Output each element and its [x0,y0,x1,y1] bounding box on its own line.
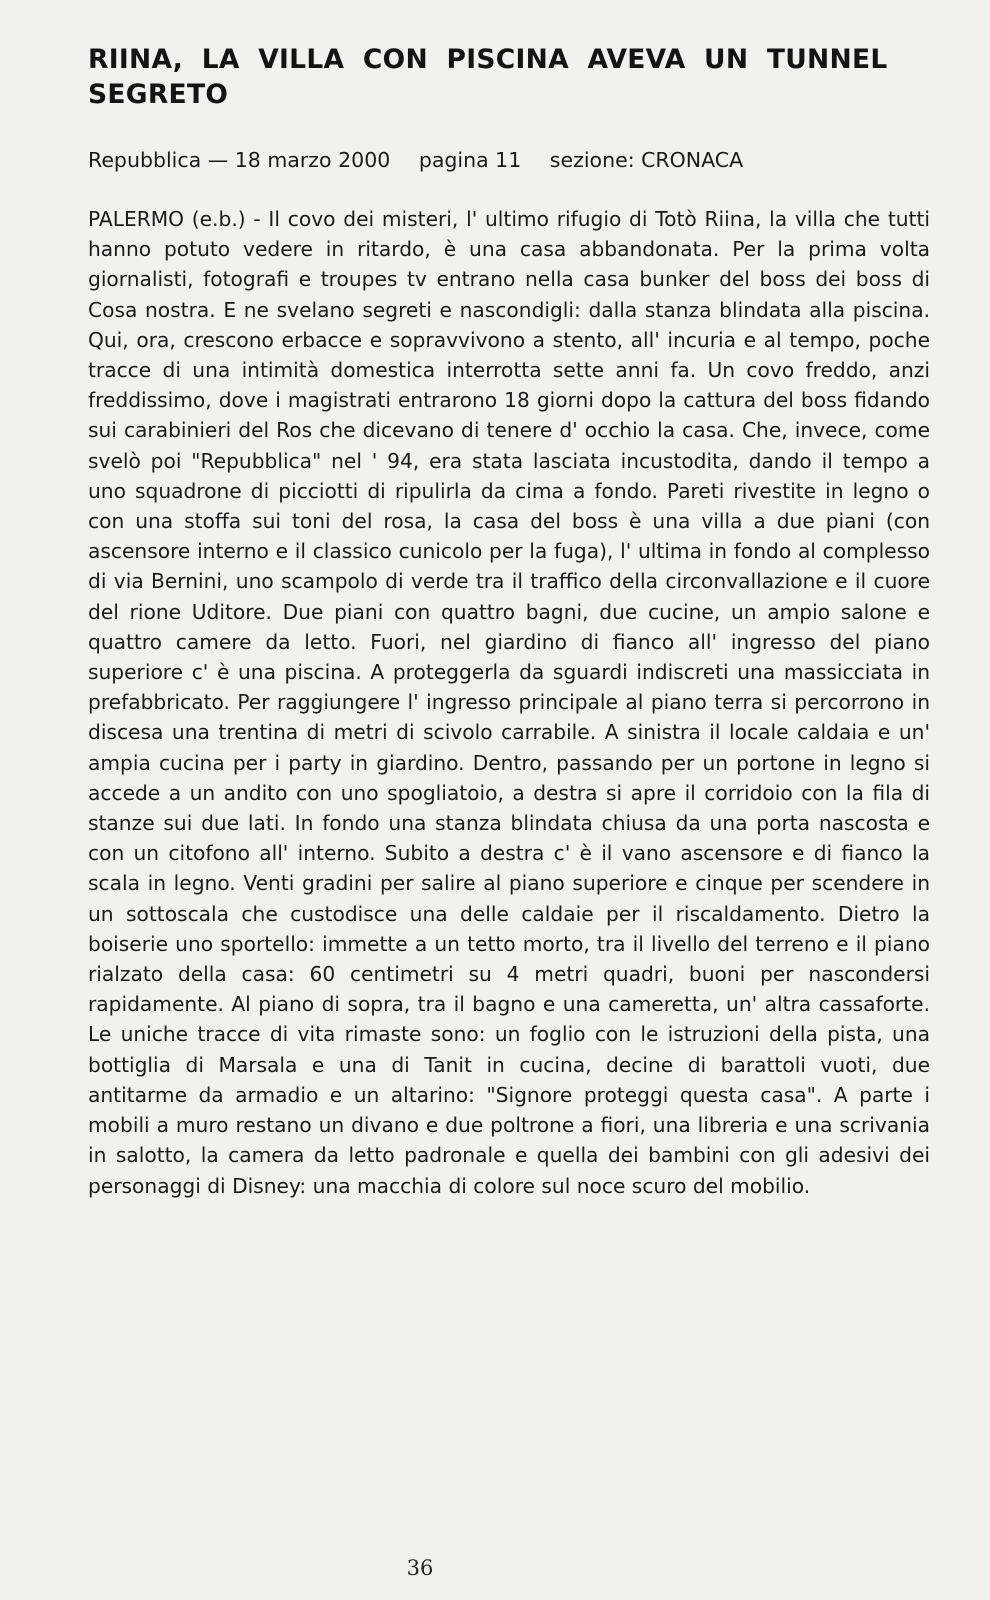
article-section: sezione: CRONACA [549,148,744,172]
article-body: PALERMO (e.b.) - Il covo dei misteri, l' ultimo rifugio di Totò Riina, la villa che tutti hanno potuto vedere in ritardo, è una casa abbandonata. Per la prima volta giornalisti, fotografi e troupes tv entrano nella casa bunker del boss dei boss di Cosa nostra. E ne svelano segreti e nascondigli: dalla stanza blindata alla piscina. Qui, ora, crescono erbacce e sopravvivono a stento, all' incuria e al tempo, poche tracce di una intimità domestica interrotta sette anni fa. Un covo freddo, anzi freddissimo, dove i magistrati entrarono 18 giorni dopo la cattura del boss fidando sui carabinieri del Ros che dicevano di tenere d' occhio la casa. Che, invece, come svelò poi "Repubblica" nel ' 94, era stata lasciata incustodita, dando il tempo a uno squadrone di picciotti di ripulirla da cima a fondo. Pareti rivestite in legno o con una stoffa sui toni del rosa, la casa del boss è una villa a due piani (con ascensore interno e il classico cunicolo per la fuga), l' ultima in fondo al complesso di via Bernini, uno scampolo di verde tra il traffico della circonvallazione e il cuore del rione Uditore. Due piani con quattro bagni, due cucine, un ampio salone e quattro camere da letto. Fuori, nel giardino di fianco all' ingresso del piano superiore c' è una piscina. A proteggerla da sguardi indiscreti una massicciata in prefabbricato. Per raggiungere l' ingresso principale al piano terra si percorrono in discesa una trentina di metri di scivolo carrabile. A sinistra il locale caldaia e un' ampia cucina per i party in giardino. Dentro, passando per un portone in legno si accede a un andito con uno spogliatoio, a destra si apre il corridoio con la fila di stanze sui due lati. In fondo una stanza blindata chiusa da una porta nascosta e con un citofono all' interno. Subito a destra c' è il vano ascensore e di fianco la scala in legno. Venti gradini per salire al piano superiore e cinque per scendere in un sottoscala che custodisce una delle caldaie per il riscaldamento. Dietro la boiserie uno sportello: immette a un tetto morto, tra il livello del terreno e il piano rialzato della casa: 60 centimetri su 4 metri quadri, buoni per nascondersi rapidamente. Al piano di sopra, tra il bagno e una cameretta, un' altra cassaforte. Le uniche tracce di vita rimaste sono: un foglio con le istruzioni della pista, una bottiglia di Marsala e una di Tanit in cucina, decine di barattoli vuoti, due antitarme da armadio e un altarino: "Signore proteggi questa casa". A parte i mobili a muro restano un divano e due poltrone a fiori, una libreria e una scrivania in salotto, la camera da letto padronale e quella dei bambini con gli adesivi dei personaggi di Disney: una macchia di colore sul noce scuro del mobilio. [88,207,930,1198]
article-page-ref: pagina 11 [418,148,522,172]
article-source: Repubblica — 18 marzo 2000 [88,148,391,172]
page-number: 36 [406,1556,434,1580]
page-number-container [380,1556,460,1580]
article-title: RIINA, LA VILLA CON PISCINA AVEVA UN TUNNEL SEGRETO [88,44,888,110]
article-meta [88,146,743,174]
